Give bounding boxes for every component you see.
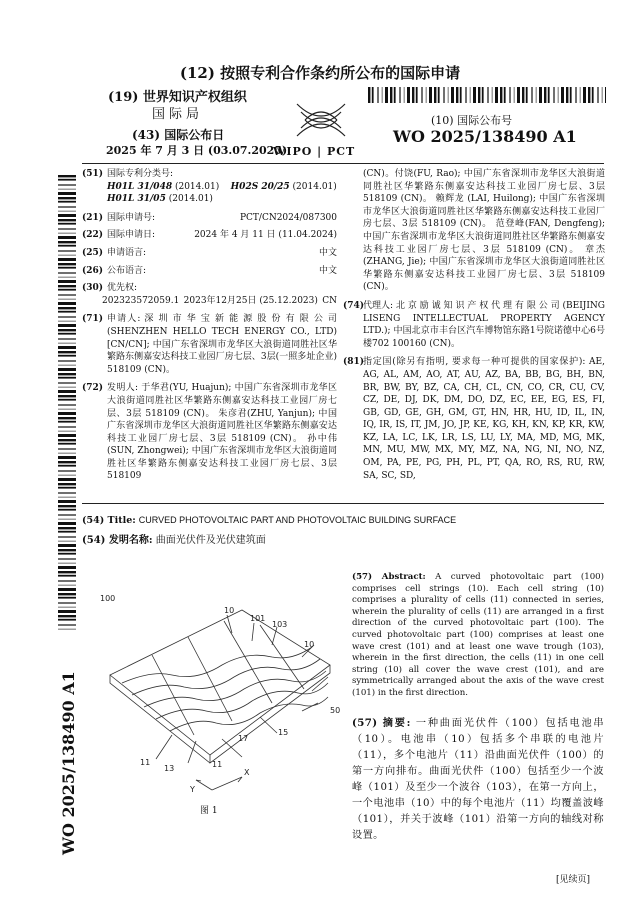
abstract-zh: (57) 摘要: 一种曲面光伏件（100）包括电池串（10）。电池串（10）包括多个串联的电池片（11），多个电池片（11）沿曲面光伏件（100）的第一方向排布。曲面光伏件（100）包括至少一个波峰（101）及至少一个波谷（103），在第一方向上，一个电池串（10）中的每个电池片（11）均覆盖波峰（101），并关于波峰（101）沿第一方向的轴线对称设置。 [352, 717, 605, 841]
fig-label-11a: 11 [140, 758, 151, 767]
fig-label-100: 100 [100, 594, 116, 603]
title-en: (54) Title: CURVED PHOTOVOLTAIC PART AND PHOTOVOLTAIC BUILDING SURFACE [82, 515, 457, 526]
org-bureau: 国际局 [152, 107, 204, 122]
figure-caption: 图 1 [200, 806, 218, 816]
document-title: (12) 按照专利合作条约所公布的国际申请 [179, 64, 461, 82]
field-81: (81) 指定国(除另有指明, 要求每一种可提供的国家保护): AE, AG, AL, AM, AO, AT, AU, AZ, BA, BB, BG, BH, BN, BR, BW, BY, BZ, CA, CH, CL, CN, CO, CR, CU, CV, CZ, DE, DJ, DK, DM, DO, DZ, EC, EE, EG, ES, FI, GB, GD, GE, GH, GM, GT, HN, HR, HU, ID, IL, IN, IQ, IR, IS, IT, JM, JO, JP, KE, KG, KH, KN, KP, KR, KW, KZ, LA, LC, LK, LR, LS, LU, LY, MA, MD, MG, MK, MN, MU, MW, MX, MY, MZ, NA, NG, NI, NO, NZ, OM, PA, PE, PG, PH, PL, PT, QA, RO, RS, RU, RW, SA, SC, SD, [343, 357, 605, 481]
wipo-pct-text: WIPO | PCT [273, 145, 356, 158]
pub-no-value: WO 2025/138490 A1 [393, 127, 577, 146]
priority-row: 202323572059.1 2023年12月25日 (25.12.2023) CN [102, 295, 337, 306]
field-22: (22) 国际申请日: 2024 年 4 月 11 日 (11.04.2024) [82, 230, 337, 241]
fig-label-10b: 10 [304, 640, 315, 649]
field-71: (71) 申请人: 深 圳 市 华 宝 新 能 源 股 份 有 限 公 司 (SHENZHEN HELLO TECH ENERGY CO., LTD) [CN/CN]; 中国广东省深圳市龙华区大浪街道同胜社区华繁路东侧嘉安达科技工业园厂房七层、3层(一照多址企业) 518109 (CN)。 [82, 314, 337, 375]
pub-date-value: 2025 年 7 月 3 日 (03.07.2025) [106, 144, 288, 157]
fig-axis-y: Y [190, 785, 195, 794]
svg-text:WO 2025/138490 A1: WO 2025/138490 A1 [59, 671, 78, 855]
abstract-en: (57) Abstract: A curved photovoltaic part (100) comprises cell strings (10). Each cell string (10) comprises a plurality of cells (11) connected in series, wherein the plurality of cells (11) are arranged in a first direction of the curved photovoltaic part (100). The curved photovoltaic part (100) comprises at least one wave crest (101) and at least one wave trough (103), wherein in the first direction, the cells (11) in one cell string (10) all cover the wave crest (101), and are symmetrically arranged about the axis of the wave crest (101) in the first direction. [352, 572, 604, 698]
title-zh: (54) 发明名称: 曲面光伏件及光伏建筑面 [82, 535, 266, 546]
fig-label-103: 103 [272, 620, 288, 629]
inventors-continued: (CN)。付饶(FU, Rao); 中国广东省深圳市龙华区大浪街道同胜社区华繁路东侧嘉安达科技工业园厂房七层、3层 518109 (CN)。 赖辉龙 (LAI, Huilong); 中国广东省深圳市龙华区大浪街道同胜社区华繁路东侧嘉安达科技工业园厂房七层、3层 518109 (CN)。 范登峰(FAN, Dengfeng); 中国广东省深圳市龙华区大浪街道同胜社区华繁路东侧嘉安达科技工业园厂房七层、3层 518109 (CN)。 章杰(ZHANG, Jie); 中国广东省深圳市龙华区大浪街道同胜社区华繁路东侧嘉安达科技工业园厂房七层、3层 518109 (CN)。 [363, 169, 605, 293]
field-74: (74) 代理人: 北 京 励 诚 知 识 产 权 代 理 有 限 公 司 (BEIJING LISENG INTELLECTUAL PROPERTY AGENCY LTD.); 中国北京市丰台区汽车博物馆东路1号院诺德中心6号楼702 100160 (CN)。 [343, 300, 605, 349]
pub-no-label: (10) 国际公布号 [431, 114, 513, 127]
fig-label-11b: 11 [212, 760, 223, 769]
field-51: (51) 国际专利分类号: H01L 31/048 (2014.01) H02S 20/25 (2014.01) H01L 31/05 (2014.01) [82, 169, 337, 205]
fig-label-13: 13 [164, 764, 175, 773]
fig-axis-x: X [244, 768, 250, 777]
figure-1 [92, 585, 342, 815]
fig-label-50: 50 [330, 706, 341, 715]
biblio-right [343, 168, 605, 482]
continued-note: [见续页] [556, 875, 591, 885]
fig-label-17: 17 [238, 734, 249, 743]
field-25: (25) 申请语言: 中文 [82, 247, 337, 258]
org-name: (19) 世界知识产权组织 [108, 90, 247, 105]
biblio-left [82, 168, 337, 483]
side-publication-code [56, 640, 80, 860]
barcode-side [58, 175, 76, 630]
biblio-divider [82, 503, 604, 504]
fig-label-15: 15 [278, 728, 289, 737]
field-30: (30) 优先权: [82, 283, 138, 294]
header-divider [82, 163, 604, 164]
barcode-top [368, 87, 606, 103]
fig-label-101: 101 [250, 614, 266, 623]
field-72: (72) 发明人: 于华君(YU, Huajun); 中国广东省深圳市龙华区大浪街道同胜社区华繁路东侧嘉安达科技工业园厂房七层、3层 518109 (CN)。 朱彦君(ZHU, Yanjun); 中国广东省深圳市龙华区大浪街道同胜社区华繁路东侧嘉安达科技工业园厂房七层、3层 518109 (CN)。 孙中伟(SUN, Zhongwei); 中国广东省深圳市龙华区大浪街道同胜社区华繁路东侧嘉安达科技工业园厂房七层、3层 518109 [82, 383, 337, 482]
field-21: (21) 国际申请号: PCT/CN2024/087300 [82, 212, 337, 223]
pub-date-label: (43) 国际公布日 [132, 128, 225, 142]
fig-label-10a: 10 [224, 606, 235, 615]
field-26: (26) 公布语言: 中文 [82, 265, 337, 276]
